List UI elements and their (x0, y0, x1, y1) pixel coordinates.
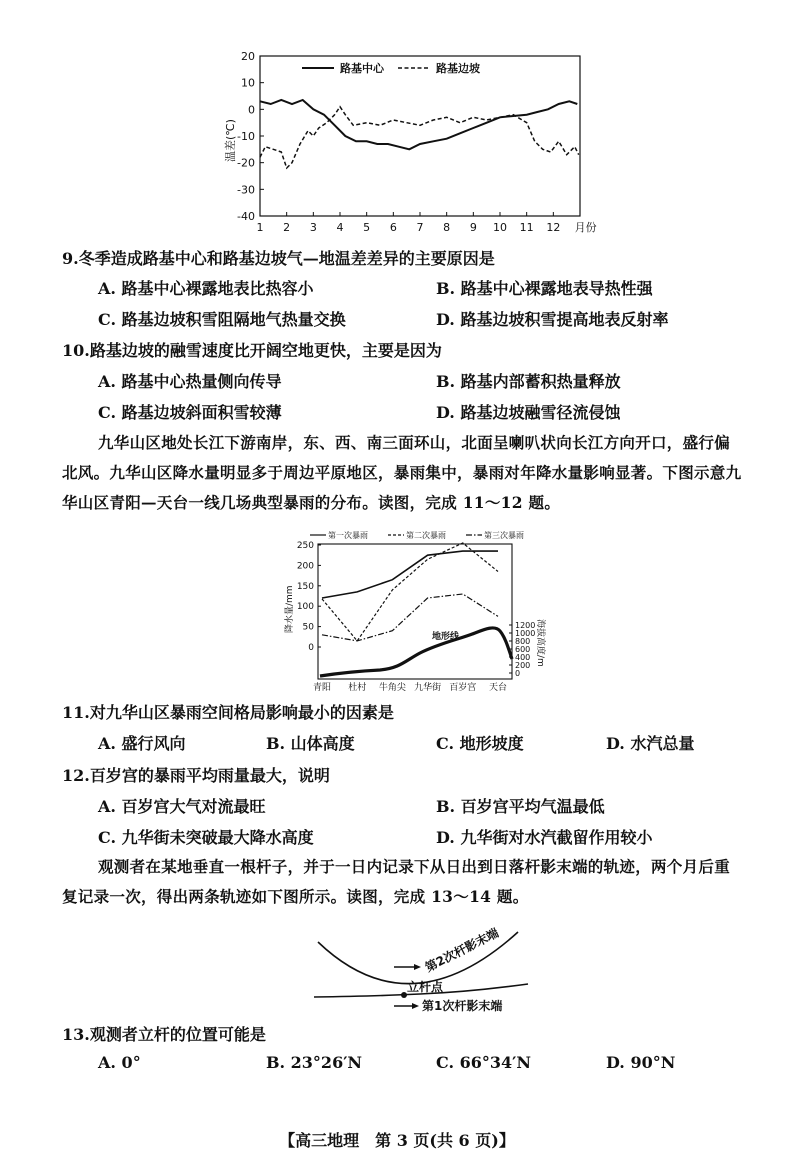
question-9-option-b[interactable]: B. 路基中心裸露地表导热性强 (436, 279, 653, 298)
y-tick-label: 200 (296, 561, 314, 572)
y2-tick-label: 0 (515, 669, 521, 678)
x-tick-label: 3 (309, 221, 317, 234)
x-tick-label: 8 (443, 221, 451, 234)
question-11-option-b[interactable]: B. 山体高度 (266, 734, 355, 753)
y-tick-label: 100 (296, 602, 314, 613)
rainstorm-chart (270, 527, 550, 697)
legend-label-2: 第二次暴雨 (406, 531, 446, 540)
question-13-option-b[interactable]: B. 23°26′N (266, 1053, 363, 1072)
x-tick-label: 7 (416, 221, 424, 234)
y-tick-label: 50 (302, 622, 314, 633)
question-11-option-c[interactable]: C. 地形坡度 (436, 734, 524, 753)
question-13-stem: 13.观测者立杆的位置可能是 (62, 1025, 266, 1044)
question-12-stem: 12.百岁宫的暴雨平均雨量最大，说明 (62, 766, 330, 785)
question-10-option-c[interactable]: C. 路基边坡斜面积雪较薄 (98, 403, 282, 422)
series-2-line (260, 107, 579, 168)
category-label: 青阳 (312, 683, 332, 693)
question-12-option-b[interactable]: B. 百岁宫平均气温最低 (436, 797, 605, 816)
x-tick-label: 12 (546, 221, 561, 234)
passage-shadow: 观测者在某地垂直一根杆子，并于一日内记录下从日出到日落杆影末端的轨迹，两个月后重复记录一次，得出两条轨迹如下图所示。读图，完成 13～14 题。 (62, 857, 731, 906)
terrain-label: 地形线 (432, 632, 460, 642)
y2-tick-label: 1200 (515, 621, 536, 630)
category-label: 杜村 (348, 683, 367, 693)
y2-tick-label: 1000 (515, 629, 536, 638)
y-tick-label: -40 (237, 210, 255, 223)
y-tick-label: 250 (296, 541, 314, 551)
y2-tick-label: 400 (515, 653, 531, 662)
passage-jiuhua: 九华山区地处长江下游南岸，东、西、南三面环山，北面呈喇叭状向长江方向开口，盛行偏北风。九华山区降水量明显多于周边平原地区，暴雨集中，暴雨对年降水量影响显著。下图示意九华山区青阳—天台一线几场典型暴雨的分布。读图，完成 11～12 题。 (62, 433, 742, 512)
y2-tick-label: 600 (515, 645, 531, 654)
legend-label-1: 路基中心 (340, 62, 384, 75)
question-10-option-a[interactable]: A. 路基中心热量侧向传导 (98, 372, 282, 391)
question-9-stem: 9.冬季造成路基中心和路基边坡气—地温差差异的主要原因是 (62, 249, 495, 268)
category-label: 九华街 (414, 683, 442, 693)
legend-label-1: 第一次暴雨 (328, 531, 368, 540)
question-9-option-a[interactable]: A. 路基中心裸露地表比热容小 (98, 279, 314, 298)
series-1-line (260, 100, 577, 149)
y-tick-label: 20 (241, 50, 255, 63)
question-13-option-a[interactable]: A. 0° (98, 1053, 141, 1072)
plot-frame (260, 56, 580, 216)
question-11-option-d[interactable]: D. 水汽总量 (606, 734, 695, 753)
temperature-chart (222, 44, 602, 236)
x-tick-label: 11 (519, 221, 534, 234)
y-tick-label: -30 (237, 183, 255, 197)
legend-label-3: 第三次暴雨 (484, 531, 524, 540)
category-label: 百岁宫 (449, 683, 477, 693)
question-9-option-d[interactable]: D. 路基边坡积雪提高地表反射率 (436, 310, 669, 329)
question-12-option-a[interactable]: A. 百岁宫大气对流最旺 (98, 797, 266, 816)
x-tick-label: 5 (363, 221, 371, 234)
question-11-stem: 11.对九华山区暴雨空间格局影响最小的因素是 (62, 703, 394, 722)
y-tick-label: -10 (237, 130, 255, 143)
question-10-option-b[interactable]: B. 路基内部蓄积热量释放 (436, 372, 621, 391)
arrow-1-icon (394, 1003, 419, 1009)
shadow-track-diagram (300, 920, 540, 1015)
question-12-option-c[interactable]: C. 九华街未突破最大降水高度 (98, 828, 314, 847)
arrow-2-icon (394, 964, 421, 970)
y2-tick-label: 200 (515, 661, 531, 670)
y-axis-label: 温差(℃) (224, 119, 237, 162)
terrain-line (320, 628, 512, 676)
y-tick-label: 150 (296, 581, 314, 592)
question-9-option-c[interactable]: C. 路基边坡积雪阻隔地气热量交换 (98, 310, 346, 329)
page-footer: 【高三地理 第 3 页(共 6 页)】 (279, 1131, 515, 1150)
x-tick-label: 9 (469, 221, 477, 234)
category-label: 天台 (488, 683, 508, 693)
label-pole-point: 立杆点 (407, 980, 444, 994)
x-tick-label: 4 (336, 221, 344, 234)
category-label: 牛角尖 (378, 683, 406, 693)
y2-axis-label: 海拔高度/m (535, 619, 545, 667)
question-12-option-d[interactable]: D. 九华街对水汽截留作用较小 (436, 828, 653, 847)
label-second-shadow: 第2次杆影末端 (423, 925, 501, 975)
label-first-shadow: 第1次杆影末端 (422, 999, 503, 1013)
x-tick-label: 10 (493, 221, 507, 234)
series-2-line (322, 543, 498, 641)
y2-tick-label: 800 (515, 637, 531, 646)
y-tick-label: -20 (237, 156, 255, 170)
legend-label-2: 路基边坡 (436, 62, 480, 75)
question-10-stem: 10.路基边坡的融雪速度比开阔空地更快，主要是因为 (62, 341, 442, 360)
x-unit-label: 月份 (574, 221, 597, 234)
question-11-option-a[interactable]: A. 盛行风向 (98, 734, 186, 753)
y-tick-label: 10 (241, 76, 255, 90)
x-tick-label: 1 (256, 221, 264, 234)
y-tick-label: 0 (248, 103, 255, 117)
x-tick-label: 6 (389, 221, 397, 234)
question-13-option-d[interactable]: D. 90°N (606, 1053, 676, 1072)
y-tick-label: 0 (308, 643, 314, 653)
y-axis-label: 降水量/mm (285, 585, 295, 633)
x-tick-label: 2 (283, 221, 291, 234)
question-13-option-c[interactable]: C. 66°34′N (436, 1053, 531, 1072)
question-10-option-d[interactable]: D. 路基边坡融雪径流侵蚀 (436, 403, 621, 422)
